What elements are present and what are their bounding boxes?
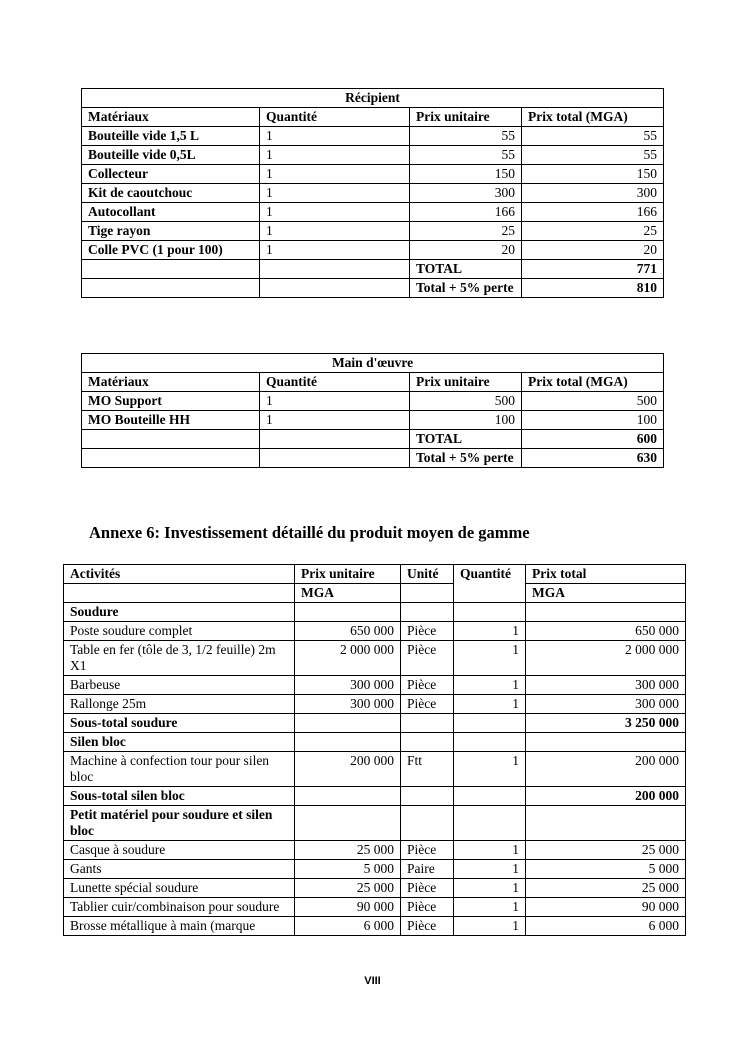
material-name: MO Bouteille HH <box>82 411 260 430</box>
col-header-prix-total: Prix total <box>526 565 686 584</box>
header-blank-cell <box>401 584 454 603</box>
total-price-cell: 25 000 <box>526 841 686 860</box>
blank-cell <box>454 787 526 806</box>
total-label: TOTAL <box>410 430 522 449</box>
blank-cell <box>295 806 401 841</box>
blank-cell <box>295 733 401 752</box>
blank-cell <box>260 449 410 468</box>
total-price-cell: 25 000 <box>526 879 686 898</box>
unit-cell: Pièce <box>401 641 454 676</box>
material-name: Bouteille vide 1,5 L <box>82 127 260 146</box>
unit-price-cell: 300 000 <box>295 676 401 695</box>
material-name: Autocollant <box>82 203 260 222</box>
total-price-cell: 650 000 <box>526 622 686 641</box>
table-row <box>64 879 686 898</box>
subtotal-label: Sous-total soudure <box>64 714 295 733</box>
material-name: Colle PVC (1 pour 100) <box>82 241 260 260</box>
total-plus-perte-label: Total + 5% perte <box>410 449 522 468</box>
col-header: Prix total (MGA) <box>522 373 664 392</box>
blank-cell <box>454 714 526 733</box>
investment-table <box>63 564 686 936</box>
quantity-cell: 1 <box>454 752 526 787</box>
table-row <box>64 860 686 879</box>
blank-cell <box>454 733 526 752</box>
section-label: Soudure <box>64 603 295 622</box>
quantity-cell: 1 <box>260 411 410 430</box>
total-price-cell: 300 000 <box>526 695 686 714</box>
table-row <box>82 241 664 260</box>
subtotal-value: 200 000 <box>526 787 686 806</box>
col-header: Prix total (MGA) <box>522 108 664 127</box>
total-price-cell: 55 <box>522 127 664 146</box>
total-plus-perte-value: 810 <box>522 279 664 298</box>
activity-cell: Rallonge 25m <box>64 695 295 714</box>
blank-cell <box>401 714 454 733</box>
quantity-cell: 1 <box>260 146 410 165</box>
table-row <box>82 184 664 203</box>
blank-cell <box>82 260 260 279</box>
total-plus-perte-row <box>82 449 664 468</box>
table-row <box>82 392 664 411</box>
blank-cell <box>526 806 686 841</box>
quantity-cell: 1 <box>260 127 410 146</box>
unit-price-cell: 200 000 <box>295 752 401 787</box>
unit-cell: Pièce <box>401 917 454 936</box>
material-name: Bouteille vide 0,5L <box>82 146 260 165</box>
total-plus-perte-label: Total + 5% perte <box>410 279 522 298</box>
unit-price-cell: 2 000 000 <box>295 641 401 676</box>
activity-cell: Tablier cuir/combinaison pour soudure <box>64 898 295 917</box>
unit-price-cell: 150 <box>410 165 522 184</box>
quantity-cell: 1 <box>454 841 526 860</box>
unit-price-cell: 55 <box>410 146 522 165</box>
table-row <box>64 898 686 917</box>
recipient-title: Récipient <box>82 89 664 108</box>
unit-price-cell: 300 000 <box>295 695 401 714</box>
quantity-cell: 1 <box>260 222 410 241</box>
quantity-cell: 1 <box>260 392 410 411</box>
blank-cell <box>526 603 686 622</box>
quantity-cell: 1 <box>454 676 526 695</box>
activity-cell: Casque à soudure <box>64 841 295 860</box>
blank-cell <box>295 714 401 733</box>
blank-cell <box>526 733 686 752</box>
blank-cell <box>260 430 410 449</box>
table-row <box>64 917 686 936</box>
table-row <box>64 695 686 714</box>
table-row <box>64 622 686 641</box>
annexe-title: Annexe 6: Investissement détaillé du produit moyen de gamme <box>89 523 530 542</box>
currency-label: MGA <box>526 584 686 603</box>
unit-cell: Paire <box>401 860 454 879</box>
total-price-cell: 2 000 000 <box>526 641 686 676</box>
blank-cell <box>401 787 454 806</box>
subtotal-label: Sous-total silen bloc <box>64 787 295 806</box>
total-price-cell: 300 000 <box>526 676 686 695</box>
total-row <box>82 430 664 449</box>
total-price-cell: 500 <box>522 392 664 411</box>
total-row <box>82 260 664 279</box>
table-row <box>64 752 686 787</box>
subtotal-value: 3 250 000 <box>526 714 686 733</box>
material-name: Collecteur <box>82 165 260 184</box>
header-blank-cell <box>64 584 295 603</box>
table-row <box>64 641 686 676</box>
unit-cell: Pièce <box>401 841 454 860</box>
total-price-cell: 100 <box>522 411 664 430</box>
unit-price-cell: 55 <box>410 127 522 146</box>
unit-price-cell: 5 000 <box>295 860 401 879</box>
quantity-cell: 1 <box>454 695 526 714</box>
unit-price-cell: 25 000 <box>295 879 401 898</box>
section-row <box>64 806 686 841</box>
total-price-cell: 166 <box>522 203 664 222</box>
unit-cell: Ftt <box>401 752 454 787</box>
activity-cell: Barbeuse <box>64 676 295 695</box>
total-value: 600 <box>522 430 664 449</box>
total-price-cell: 200 000 <box>526 752 686 787</box>
material-name: Tige rayon <box>82 222 260 241</box>
table-row <box>82 146 664 165</box>
main-oeuvre-table <box>81 353 664 468</box>
unit-cell: Pièce <box>401 676 454 695</box>
col-header: Matériaux <box>82 108 260 127</box>
total-plus-perte-value: 630 <box>522 449 664 468</box>
total-price-cell: 55 <box>522 146 664 165</box>
quantity-cell: 1 <box>260 165 410 184</box>
quantity-cell: 1 <box>454 879 526 898</box>
activity-cell: Brosse métallique à main (marque <box>64 917 295 936</box>
main-oeuvre-title: Main d'œuvre <box>82 354 664 373</box>
blank-cell <box>260 279 410 298</box>
col-header-activites: Activités <box>64 565 295 584</box>
total-price-cell: 6 000 <box>526 917 686 936</box>
table-row <box>82 203 664 222</box>
recipient-table <box>81 88 664 298</box>
total-price-cell: 150 <box>522 165 664 184</box>
quantity-cell: 1 <box>454 860 526 879</box>
page-number: VIII <box>364 975 381 987</box>
blank-cell <box>82 449 260 468</box>
col-header: Quantité <box>260 108 410 127</box>
total-value: 771 <box>522 260 664 279</box>
currency-label: MGA <box>295 584 401 603</box>
col-header-unite: Unité <box>401 565 454 584</box>
blank-cell <box>82 279 260 298</box>
activity-cell: Gants <box>64 860 295 879</box>
total-price-cell: 300 <box>522 184 664 203</box>
table-row <box>64 676 686 695</box>
unit-price-cell: 650 000 <box>295 622 401 641</box>
total-price-cell: 25 <box>522 222 664 241</box>
unit-price-cell: 90 000 <box>295 898 401 917</box>
col-header-prix-unitaire: Prix unitaire <box>295 565 401 584</box>
quantity-cell: 1 <box>454 898 526 917</box>
unit-price-cell: 25 <box>410 222 522 241</box>
activity-cell: Lunette spécial soudure <box>64 879 295 898</box>
material-name: Kit de caoutchouc <box>82 184 260 203</box>
activity-cell: Poste soudure complet <box>64 622 295 641</box>
blank-cell <box>401 733 454 752</box>
blank-cell <box>401 603 454 622</box>
blank-cell <box>454 603 526 622</box>
activity-cell: Machine à confection tour pour silen bloc <box>64 752 295 787</box>
material-name: MO Support <box>82 392 260 411</box>
col-header: Prix unitaire <box>410 108 522 127</box>
unit-price-cell: 500 <box>410 392 522 411</box>
blank-cell <box>295 603 401 622</box>
unit-price-cell: 100 <box>410 411 522 430</box>
blank-cell <box>295 787 401 806</box>
unit-cell: Pièce <box>401 622 454 641</box>
col-header: Prix unitaire <box>410 373 522 392</box>
unit-price-cell: 20 <box>410 241 522 260</box>
table-row <box>82 411 664 430</box>
col-header: Matériaux <box>82 373 260 392</box>
quantity-cell: 1 <box>454 641 526 676</box>
table-row <box>82 127 664 146</box>
section-label: Silen bloc <box>64 733 295 752</box>
section-label: Petit matériel pour soudure et silen bloc <box>64 806 295 841</box>
subtotal-row <box>64 787 686 806</box>
table-row <box>82 165 664 184</box>
total-price-cell: 20 <box>522 241 664 260</box>
total-plus-perte-row <box>82 279 664 298</box>
quantity-cell: 1 <box>454 622 526 641</box>
quantity-cell: 1 <box>260 241 410 260</box>
unit-price-cell: 25 000 <box>295 841 401 860</box>
unit-cell: Pièce <box>401 898 454 917</box>
blank-cell <box>260 260 410 279</box>
unit-cell: Pièce <box>401 879 454 898</box>
total-price-cell: 5 000 <box>526 860 686 879</box>
section-row <box>64 733 686 752</box>
quantity-cell: 1 <box>260 184 410 203</box>
table-row <box>82 222 664 241</box>
unit-cell: Pièce <box>401 695 454 714</box>
activity-cell: Table en fer (tôle de 3, 1/2 feuille) 2m X1 <box>64 641 295 676</box>
unit-price-cell: 166 <box>410 203 522 222</box>
quantity-cell: 1 <box>454 917 526 936</box>
section-row <box>64 603 686 622</box>
unit-price-cell: 6 000 <box>295 917 401 936</box>
col-header: Quantité <box>260 373 410 392</box>
total-label: TOTAL <box>410 260 522 279</box>
blank-cell <box>401 806 454 841</box>
total-price-cell: 90 000 <box>526 898 686 917</box>
col-header-quantite: Quantité <box>454 565 526 603</box>
blank-cell <box>82 430 260 449</box>
unit-price-cell: 300 <box>410 184 522 203</box>
table-row <box>64 841 686 860</box>
quantity-cell: 1 <box>260 203 410 222</box>
blank-cell <box>454 806 526 841</box>
subtotal-row <box>64 714 686 733</box>
